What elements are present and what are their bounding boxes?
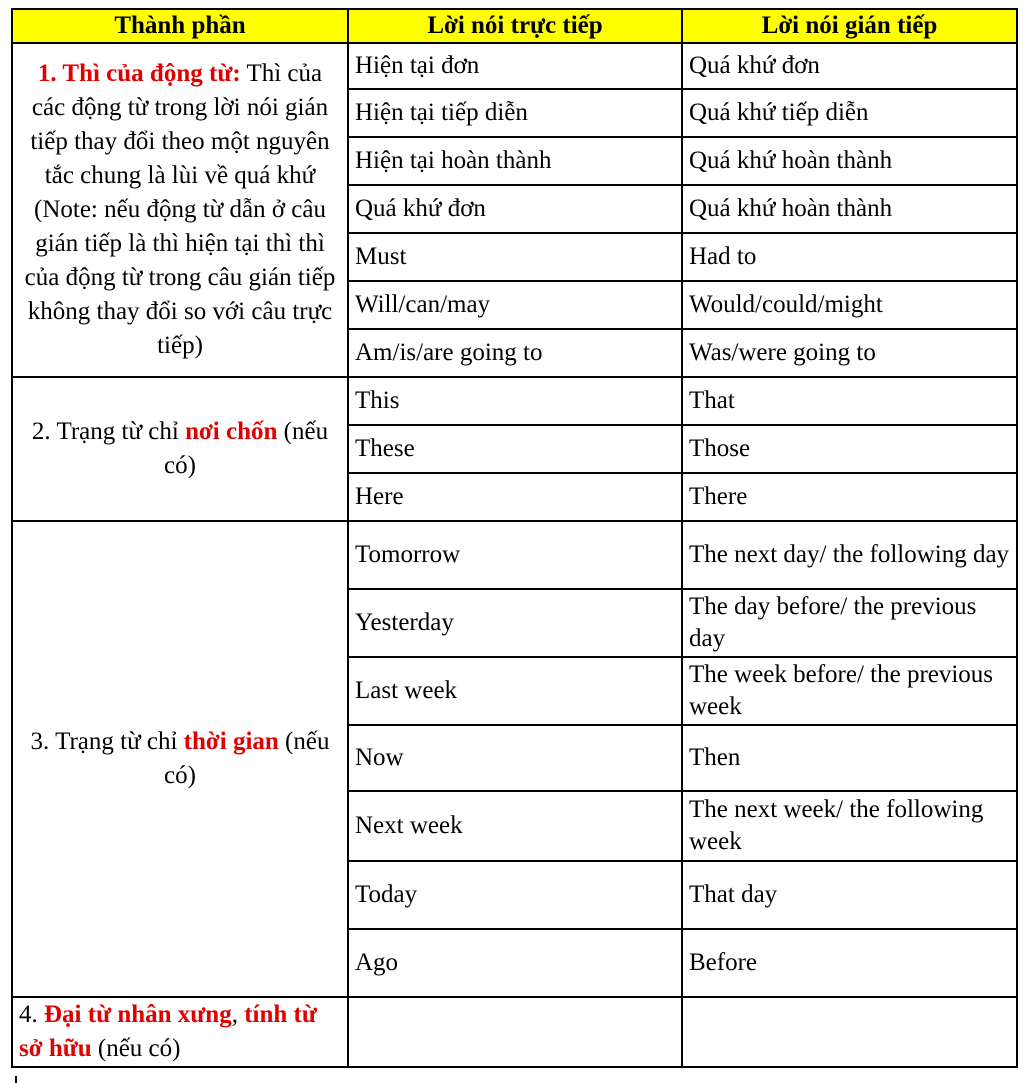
indirect-speech-cell: There	[682, 473, 1017, 521]
indirect-speech-cell: Quá khứ tiếp diễn	[682, 89, 1017, 137]
table-row	[12, 997, 1017, 1067]
reported-speech-table	[11, 8, 1018, 1068]
section-label-text: (nếu có)	[164, 728, 330, 789]
text-cursor	[15, 1076, 17, 1083]
direct-speech-cell: Hiện tại đơn	[348, 43, 682, 89]
indirect-speech-cell: Quá khứ đơn	[682, 43, 1017, 89]
indirect-speech-cell: Would/could/might	[682, 281, 1017, 329]
indirect-speech-cell: Quá khứ hoàn thành	[682, 185, 1017, 233]
indirect-speech-cell: Then	[682, 725, 1017, 791]
header-indirect-speech: Lời nói gián tiếp	[682, 9, 1017, 43]
direct-speech-cell: Ago	[348, 929, 682, 997]
direct-speech-cell: Tomorrow	[348, 521, 682, 589]
header-component: Thành phần	[12, 9, 348, 43]
section-label-text: 2. Trạng từ chỉ	[31, 418, 186, 445]
direct-speech-cell: Now	[348, 725, 682, 791]
section-label-text: 1. Thì của động từ:	[37, 60, 241, 87]
section-label-text: nơi chốn	[185, 418, 278, 445]
section-label-text: Đại từ nhân xưng	[44, 1001, 232, 1028]
direct-speech-cell: Hiện tại tiếp diễn	[348, 89, 682, 137]
section-label-text: tính từ sở hữu	[19, 1001, 317, 1062]
indirect-speech-cell: That day	[682, 861, 1017, 929]
indirect-speech-cell: Before	[682, 929, 1017, 997]
direct-speech-cell: Hiện tại hoàn thành	[348, 137, 682, 185]
section-label-text: (nếu có)	[91, 1035, 181, 1062]
section-label-text: ,	[231, 1001, 245, 1028]
section-label-4	[12, 997, 348, 1067]
indirect-speech-cell: The week before/ the previous week	[682, 657, 1017, 725]
direct-speech-cell: Quá khứ đơn	[348, 185, 682, 233]
indirect-speech-cell: Was/were going to	[682, 329, 1017, 377]
section-label-3	[12, 521, 348, 997]
direct-speech-cell: Here	[348, 473, 682, 521]
section-label-text: (nếu có)	[164, 418, 329, 479]
indirect-speech-cell: Had to	[682, 233, 1017, 281]
direct-speech-cell: Must	[348, 233, 682, 281]
section-label-text: 3. Trạng từ chỉ	[30, 728, 184, 755]
table-row	[12, 521, 1017, 589]
header-direct-speech: Lời nói trực tiếp	[348, 9, 682, 43]
table-row	[12, 377, 1017, 425]
table-row	[12, 43, 1017, 89]
section-label-1	[12, 43, 348, 377]
header-row	[12, 9, 1017, 43]
direct-speech-cell: Am/is/are going to	[348, 329, 682, 377]
direct-speech-cell: Today	[348, 861, 682, 929]
indirect-speech-cell: Those	[682, 425, 1017, 473]
direct-speech-cell: These	[348, 425, 682, 473]
direct-speech-cell: Next week	[348, 791, 682, 861]
indirect-speech-cell	[682, 997, 1017, 1067]
section-label-2	[12, 377, 348, 521]
indirect-speech-cell: Quá khứ hoàn thành	[682, 137, 1017, 185]
section-label-text: 4.	[19, 1001, 44, 1028]
direct-speech-cell: Yesterday	[348, 589, 682, 657]
direct-speech-cell: This	[348, 377, 682, 425]
direct-speech-cell: Will/can/may	[348, 281, 682, 329]
indirect-speech-cell: The next day/ the following day	[682, 521, 1017, 589]
section-label-text: Thì của các động từ trong lời nói gián tiếp thay đổi theo một nguyên tắc chung là lùi về quá khứ (Note: nếu động từ dẫn ở câu gián tiếp là thì hiện tại thì thì của động từ trong câu gián tiếp không thay đổi so với câu trực tiếp)	[24, 60, 336, 359]
section-label-text: thời gian	[183, 728, 279, 755]
indirect-speech-cell: The next week/ the following week	[682, 791, 1017, 861]
indirect-speech-cell: That	[682, 377, 1017, 425]
direct-speech-cell	[348, 997, 682, 1067]
indirect-speech-cell: The day before/ the previous day	[682, 589, 1017, 657]
direct-speech-cell: Last week	[348, 657, 682, 725]
